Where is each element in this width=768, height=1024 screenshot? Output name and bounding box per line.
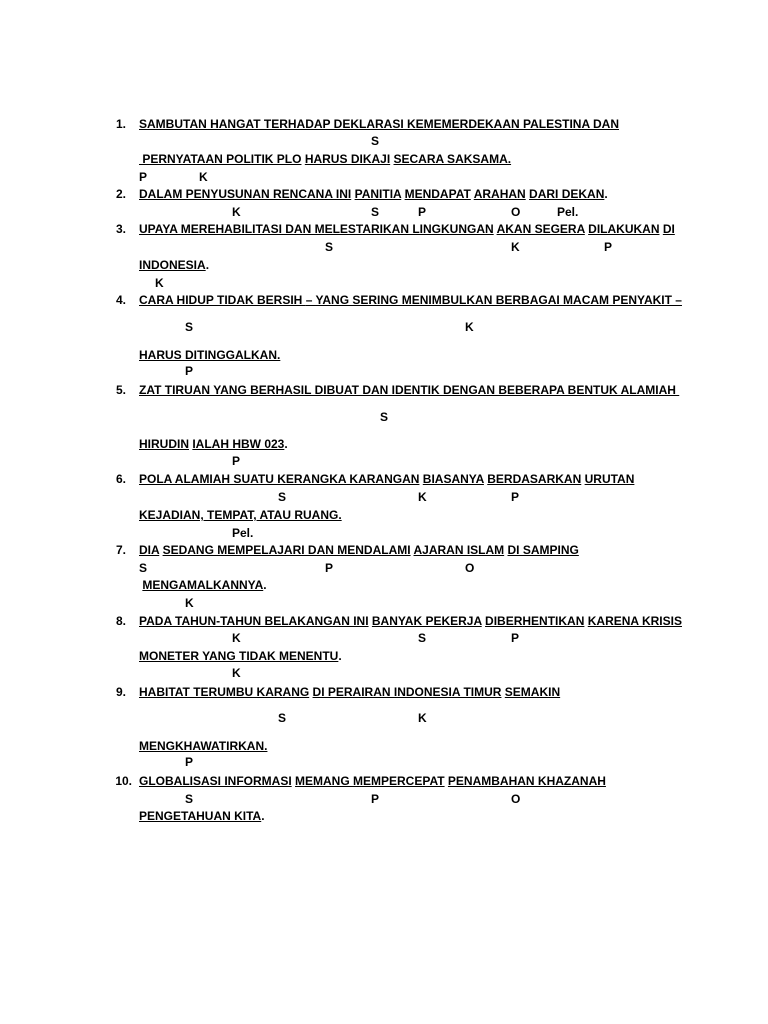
function-label: K bbox=[199, 170, 208, 184]
underlined-constituent: URUTAN bbox=[584, 472, 635, 486]
function-label: O bbox=[511, 792, 521, 806]
sentence-text bbox=[139, 773, 606, 789]
sentence-text bbox=[139, 382, 679, 398]
function-label-line bbox=[0, 710, 768, 726]
underlined-constituent: DIBERHENTIKAN bbox=[485, 614, 585, 628]
underlined-constituent: DIA bbox=[139, 543, 160, 557]
item-number: 9. bbox=[115, 685, 126, 699]
sentence-line bbox=[0, 738, 768, 754]
function-label-line bbox=[0, 665, 768, 681]
function-label-line bbox=[0, 595, 768, 611]
item-number: 7. bbox=[115, 543, 126, 557]
underlined-constituent: CARA HIDUP TIDAK BERSIH bbox=[139, 293, 306, 307]
sentence-text bbox=[139, 347, 280, 363]
function-label: P bbox=[139, 170, 148, 184]
underlined-constituent: KEJADIAN, TEMPAT, ATAU RUANG. bbox=[139, 508, 342, 522]
sentence-line bbox=[0, 116, 768, 132]
underlined-constituent: HIRUDIN bbox=[139, 437, 189, 451]
underlined-constituent: DALAM PENYUSUNAN RENCANA INI bbox=[139, 187, 352, 201]
underlined-constituent: INDONESIA bbox=[139, 258, 206, 272]
function-label-line bbox=[0, 791, 768, 807]
function-label: S bbox=[371, 134, 380, 148]
function-label-line bbox=[0, 169, 768, 185]
sentence-line bbox=[0, 436, 768, 452]
sentence-text bbox=[139, 684, 560, 700]
sentence-text bbox=[139, 471, 634, 487]
underlined-constituent: AKAN SEGERA bbox=[496, 222, 585, 236]
underlined-constituent: SECARA SAKSAMA. bbox=[393, 152, 512, 166]
underlined-constituent: UPAYA MEREHABILITASI DAN MELESTARIKAN LINGKUNGAN bbox=[139, 222, 494, 236]
separator: . bbox=[284, 437, 288, 451]
function-label: S bbox=[278, 711, 287, 725]
sentence-line bbox=[0, 773, 768, 789]
underlined-constituent: AJARAN ISLAM bbox=[413, 543, 505, 557]
item-number: 6. bbox=[115, 472, 126, 486]
sentence-line bbox=[0, 471, 768, 487]
sentence-line bbox=[0, 613, 768, 629]
function-label-line bbox=[0, 239, 768, 255]
underlined-constituent: DI bbox=[662, 222, 675, 236]
function-label-line bbox=[0, 319, 768, 335]
underlined-constituent: YANG SERING MENIMBULKAN BERBAGAI MACAM PENYAKIT – bbox=[315, 293, 682, 307]
sentence-text bbox=[139, 648, 342, 664]
function-label-line bbox=[0, 275, 768, 291]
function-label: K bbox=[511, 240, 520, 254]
sentence-text bbox=[139, 151, 511, 167]
sentence-line bbox=[0, 648, 768, 664]
sentence-text bbox=[139, 436, 288, 452]
underlined-constituent: POLA ALAMIAH SUATU KERANGKA KARANGAN bbox=[139, 472, 420, 486]
sentence-text bbox=[139, 507, 342, 523]
item-number: 1. bbox=[115, 117, 126, 131]
function-label: K bbox=[465, 320, 474, 334]
sentence-line bbox=[0, 257, 768, 273]
sentence-line bbox=[0, 577, 768, 593]
separator: . bbox=[261, 809, 265, 823]
item-number: 5. bbox=[115, 383, 126, 397]
item-number: 4. bbox=[115, 293, 126, 307]
sentence-text bbox=[139, 257, 209, 273]
sentence-text bbox=[139, 542, 579, 558]
underlined-constituent: BANYAK PEKERJA bbox=[371, 614, 482, 628]
function-label: S bbox=[380, 410, 389, 424]
sentence-line bbox=[0, 186, 768, 202]
underlined-constituent: HABITAT TERUMBU KARANG bbox=[139, 685, 310, 699]
function-label: O bbox=[465, 561, 475, 575]
sentence-text bbox=[139, 186, 608, 202]
separator: . bbox=[604, 187, 608, 201]
function-label: P bbox=[371, 792, 380, 806]
function-label: K bbox=[418, 711, 427, 725]
function-label: P bbox=[604, 240, 613, 254]
sentence-line bbox=[0, 684, 768, 700]
underlined-constituent: ARAHAN bbox=[473, 187, 526, 201]
sentence-text bbox=[139, 613, 682, 629]
separator: . bbox=[205, 258, 210, 272]
function-label: S bbox=[278, 490, 287, 504]
item-number: 2. bbox=[115, 187, 126, 201]
function-label-line bbox=[0, 204, 768, 220]
sentence-text bbox=[139, 292, 682, 308]
function-label: P bbox=[511, 631, 520, 645]
sentence-line bbox=[0, 542, 768, 558]
underlined-constituent: BIASANYA bbox=[422, 472, 484, 486]
function-label-line bbox=[0, 560, 768, 576]
sentence-line bbox=[0, 808, 768, 824]
underlined-constituent: SAMBUTAN HANGAT TERHADAP DEKLARASI KEMEMERDEKAAN PALESTINA DAN bbox=[139, 117, 619, 131]
underlined-constituent: KARENA KRISIS bbox=[587, 614, 682, 628]
function-label: P bbox=[232, 454, 241, 468]
function-label-line bbox=[0, 630, 768, 646]
function-label: K bbox=[232, 666, 241, 680]
sentence-line bbox=[0, 151, 768, 167]
underlined-constituent: MEMANG MEMPERCEPAT bbox=[295, 774, 445, 788]
function-label: K bbox=[232, 205, 241, 219]
item-number: 10. bbox=[115, 774, 132, 788]
function-label: P bbox=[185, 755, 194, 769]
function-label: S bbox=[139, 561, 148, 575]
underlined-constituent: MONETER YANG TIDAK MENENTU bbox=[139, 649, 339, 663]
sentence-line bbox=[0, 221, 768, 237]
function-label: K bbox=[418, 490, 427, 504]
sentence-text bbox=[139, 738, 267, 754]
function-label: S bbox=[371, 205, 380, 219]
function-label: P bbox=[325, 561, 334, 575]
underlined-constituent: BERDASARKAN bbox=[487, 472, 582, 486]
underlined-constituent: DILAKUKAN bbox=[588, 222, 660, 236]
underlined-constituent: HARUS DIKAJI bbox=[304, 152, 391, 166]
sentence-line bbox=[0, 292, 768, 308]
separator: . bbox=[338, 649, 342, 663]
underlined-constituent: PERNYATAAN POLITIK PLO bbox=[139, 152, 302, 166]
sentence-line bbox=[0, 507, 768, 523]
underlined-constituent: DI PERAIRAN INDONESIA TIMUR bbox=[312, 685, 502, 699]
function-label-line bbox=[0, 133, 768, 149]
underlined-constituent: HARUS DITINGGALKAN. bbox=[139, 348, 281, 362]
underlined-constituent: MENDAPAT bbox=[404, 187, 471, 201]
underlined-constituent: PENAMBAHAN KHAZANAH bbox=[447, 774, 606, 788]
function-label: K bbox=[155, 276, 164, 290]
sentence-line bbox=[0, 347, 768, 363]
function-label: K bbox=[185, 596, 194, 610]
function-label: S bbox=[185, 792, 194, 806]
underlined-constituent: SEDANG MEMPELAJARI DAN MENDALAMI bbox=[162, 543, 411, 557]
function-label: P bbox=[511, 490, 520, 504]
underlined-constituent: DARI DEKAN bbox=[529, 187, 605, 201]
underlined-constituent: PADA TAHUN-TAHUN BELAKANGAN INI bbox=[139, 614, 369, 628]
underlined-constituent: ZAT TIRUAN YANG BERHASIL DIBUAT DAN IDENTIK DENGAN BEBERAPA BENTUK ALAMIAH bbox=[139, 383, 680, 397]
sentence-text bbox=[139, 116, 619, 132]
item-number: 8. bbox=[115, 614, 126, 628]
underlined-constituent: – bbox=[305, 293, 316, 307]
underlined-constituent: PANITIA bbox=[354, 187, 402, 201]
underlined-constituent: MENGKHAWATIRKAN. bbox=[139, 739, 268, 753]
underlined-constituent: GLOBALISASI INFORMASI bbox=[139, 774, 292, 788]
underlined-constituent: MENGAMALKANNYA bbox=[142, 578, 264, 592]
function-label: O bbox=[511, 205, 521, 219]
function-label: S bbox=[418, 631, 427, 645]
underlined-constituent: PENGETAHUAN KITA bbox=[139, 809, 262, 823]
function-label: P bbox=[418, 205, 427, 219]
function-label: Pel. bbox=[232, 526, 254, 540]
underlined-constituent: DI SAMPING bbox=[507, 543, 579, 557]
sentence-text bbox=[139, 808, 265, 824]
function-label-line bbox=[0, 409, 768, 425]
function-label: K bbox=[232, 631, 241, 645]
separator: . bbox=[263, 578, 267, 592]
underlined-constituent: IALAH HBW 023 bbox=[192, 437, 285, 451]
function-label: S bbox=[185, 320, 194, 334]
function-label-line bbox=[0, 525, 768, 541]
function-label-line bbox=[0, 489, 768, 505]
function-label-line bbox=[0, 453, 768, 469]
sentence-text bbox=[139, 221, 675, 237]
function-label: Pel. bbox=[557, 205, 579, 219]
function-label-line bbox=[0, 363, 768, 379]
sentence-text bbox=[139, 577, 267, 593]
item-number: 3. bbox=[115, 222, 126, 236]
sentence-line bbox=[0, 382, 768, 398]
function-label-line bbox=[0, 754, 768, 770]
function-label: S bbox=[325, 240, 334, 254]
function-label: P bbox=[185, 364, 194, 378]
underlined-constituent: SEMAKIN bbox=[504, 685, 561, 699]
